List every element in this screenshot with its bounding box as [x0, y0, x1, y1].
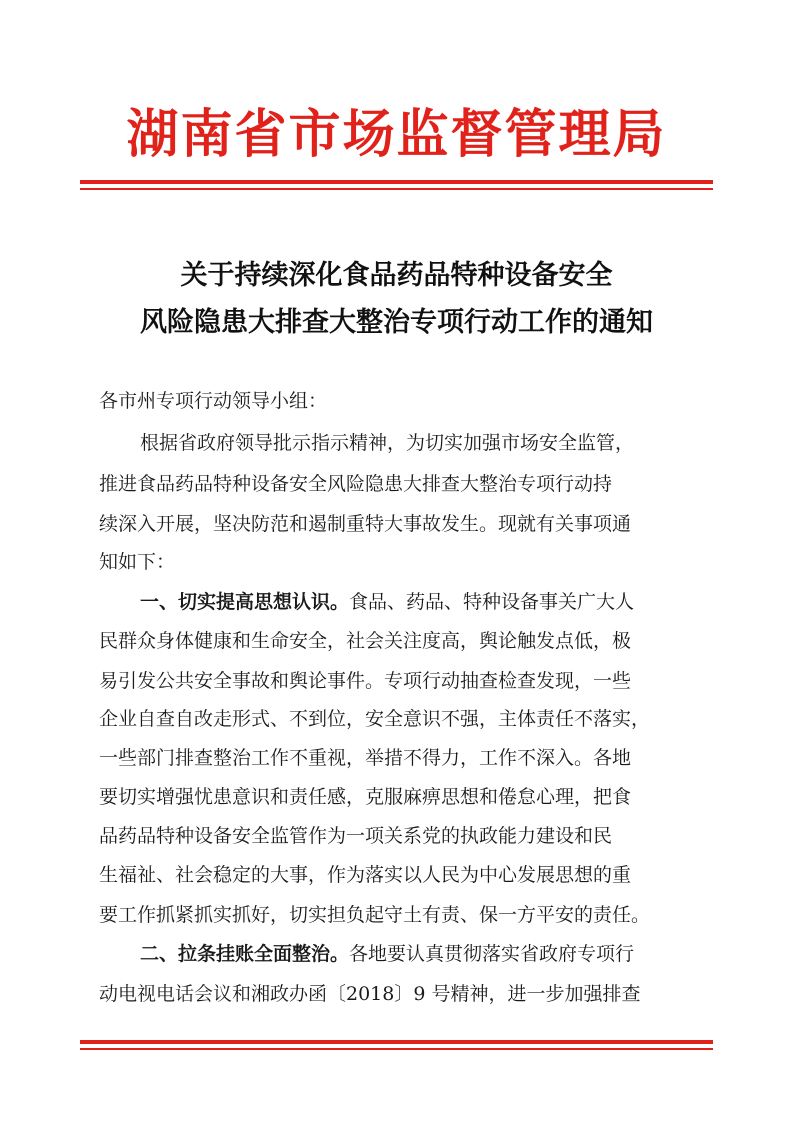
header-rule-thin	[80, 188, 713, 190]
body-line: 各地要认真贯彻落实省政府专项行	[349, 943, 635, 965]
salutation: 各市州专项行动领导小组：	[99, 390, 328, 412]
body-line: 民群众身体健康和生命安全，社会关注度高，舆论触发点低，极	[99, 630, 632, 652]
body-line: 续深入开展，坚决防范和遏制重特大事故发生。现就有关事项通	[99, 513, 632, 535]
section-1-first-line	[140, 589, 740, 615]
footer-rule-thick	[80, 1040, 713, 1044]
body-line: 推进食品药品特种设备安全风险隐患大排查大整治专项行动持	[99, 473, 613, 495]
agency-header: 湖南省市场监督管理局	[126, 104, 667, 165]
document-title-line-1: 关于持续深化食品药品特种设备安全	[180, 260, 613, 291]
section-2-heading: 二、拉条挂账全面整治。	[140, 943, 350, 965]
body-line: 动电视电话会议和湘政办函〔2018〕9 号精神，进一步加强排查	[99, 983, 641, 1005]
body-line: 要切实增强忧患意识和责任感，克服麻痹思想和倦怠心理，把食	[99, 786, 632, 808]
body-line: 企业自查自改走形式、不到位，安全意识不强，主体责任不落实，	[99, 708, 651, 730]
body-line: 根据省政府领导批示指示精神，为切实加强市场安全监管，	[140, 432, 635, 454]
section-2-first-line	[140, 941, 740, 967]
body-line: 一些部门排查整治工作不重视，举措不得力，工作不深入。各地	[99, 747, 632, 769]
body-line: 知如下：	[99, 551, 176, 573]
section-1-heading: 一、切实提高思想认识。	[140, 591, 350, 613]
body-line: 食品、药品、特种设备事关广大人	[349, 591, 635, 613]
footer-rule-thin	[80, 1048, 713, 1050]
body-line: 品药品特种设备安全监管作为一项关系党的执政能力建设和民	[99, 825, 613, 847]
document-title-line-2: 风险隐患大排查大整治专项行动工作的通知	[140, 307, 653, 338]
body-line: 要工作抓紧抓实抓好，切实担负起守土有责、保一方平安的责任。	[99, 904, 651, 926]
body-line: 易引发公共安全事故和舆论事件。专项行动抽查检查发现，一些	[99, 670, 632, 692]
body-line: 生福祉、社会稳定的大事，作为落实以人民为中心发展思想的重	[99, 864, 632, 886]
header-rule-thick	[80, 180, 713, 184]
